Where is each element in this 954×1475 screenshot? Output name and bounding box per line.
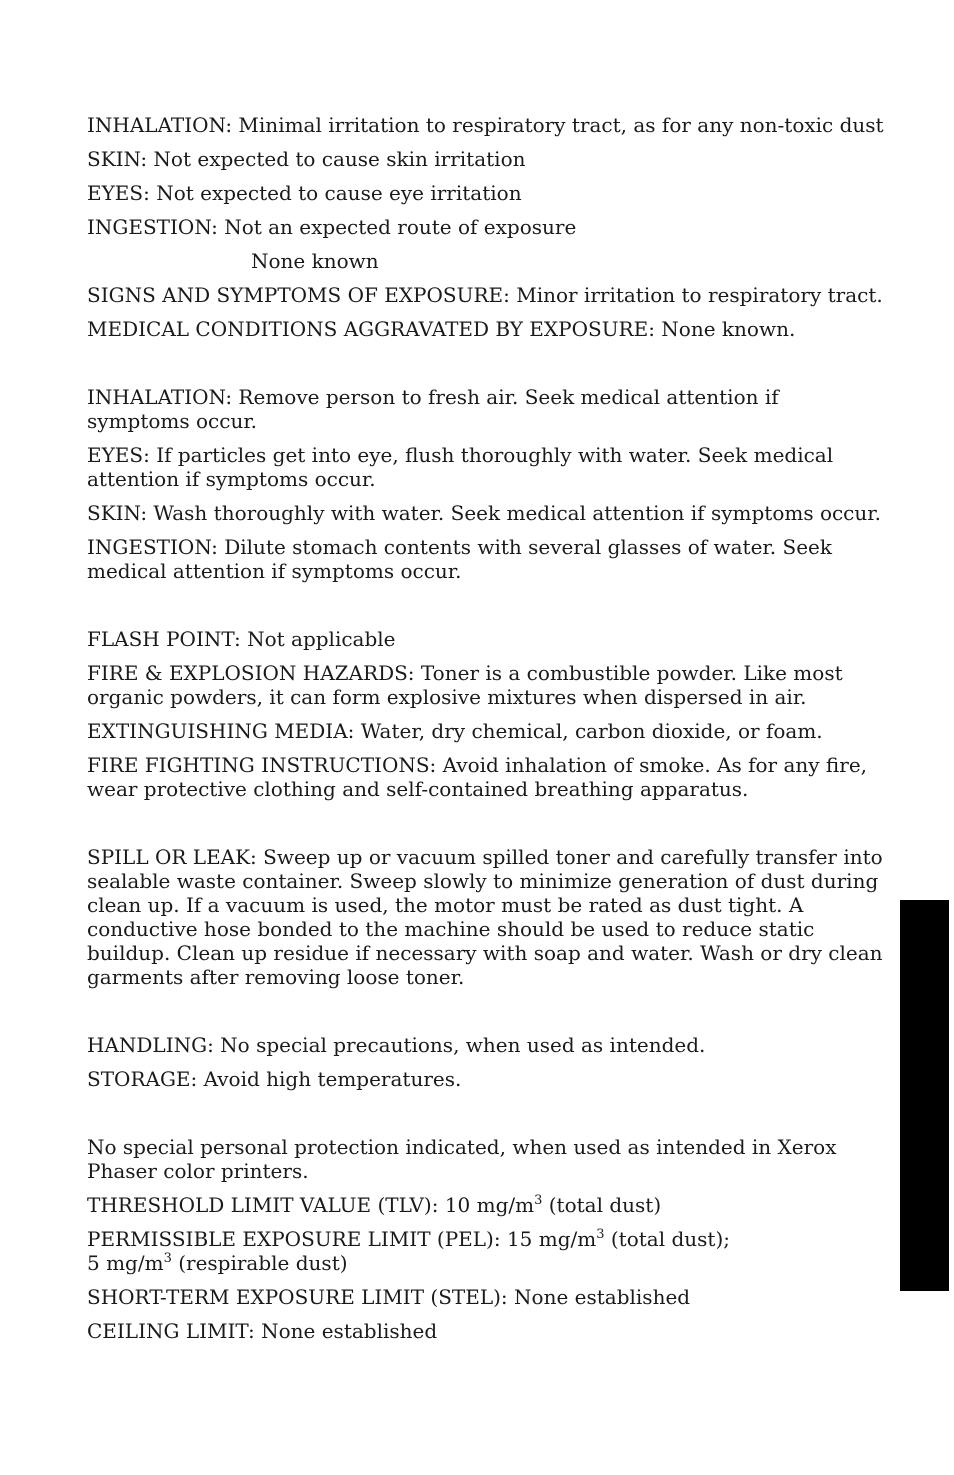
exposure-ceiling: CEILING LIMIT: None established [87,1319,438,1343]
exposure-pel [87,1227,887,1275]
health-eyes: EYES: Not expected to cause eye irritation [87,181,522,205]
fire-flash-point: FLASH POINT: Not applicable [87,627,396,651]
pel2-suffix: (respirable dust) [171,1251,348,1275]
spill-or-leak: SPILL OR LEAK: Sweep up or vacuum spilled toner and carefully transfer into sealable waste container. Sweep slowly to minimize generation of dust during clean up. If a vacuum is used, the motor must be rated as dust tight. A conductive hose bonded to the machine should be used to reduce static buildup. Clean up residue if necessary with soap and water. Wash or dry clean garments after removing loose toner. [87,845,883,989]
document-body [87,113,887,1353]
health-skin: SKIN: Not expected to cause skin irritation [87,147,526,171]
tlv-superscript: 3 [534,1193,543,1208]
firstaid-ingestion: INGESTION: Dilute stomach contents with several glasses of water. Seek medical attention if symptoms occur. [87,535,832,583]
section-gap [87,351,887,385]
exposure-tlv [87,1193,887,1217]
section-gap [87,593,887,627]
section-thumb-tab [900,900,949,1291]
health-none-known: None known [251,249,379,273]
section-gap [87,1101,887,1135]
tlv-suffix: (total dust) [542,1193,662,1217]
pel-suffix: (total dust); [604,1227,730,1251]
health-medical-conditions: MEDICAL CONDITIONS AGGRAVATED BY EXPOSURE: None known. [87,317,796,341]
fire-fighting-instructions: FIRE FIGHTING INSTRUCTIONS: Avoid inhalation of smoke. As for any fire, wear protective clothing and self-contained breathing apparatus. [87,753,868,801]
health-ingestion: INGESTION: Not an expected route of exposure [87,215,577,239]
exposure-stel: SHORT-TERM EXPOSURE LIMIT (STEL): None established [87,1285,691,1309]
section-gap [87,999,887,1033]
health-signs: SIGNS AND SYMPTOMS OF EXPOSURE: Minor irritation to respiratory tract. [87,283,883,307]
pel-superscript: 3 [596,1227,605,1242]
fire-extinguishing-media: EXTINGUISHING MEDIA: Water, dry chemical, carbon dioxide, or foam. [87,719,823,743]
pel-prefix: PERMISSIBLE EXPOSURE LIMIT (PEL): 15 mg/m [87,1227,597,1251]
tlv-prefix: THRESHOLD LIMIT VALUE (TLV): 10 mg/m [87,1193,535,1217]
pel2-prefix: 5 mg/m [87,1251,164,1275]
pel2-superscript: 3 [163,1251,172,1266]
exposure-protection: No special personal protection indicated, when used as intended in Xerox Phaser color printers. [87,1135,837,1183]
health-inhalation: INHALATION: Minimal irritation to respiratory tract, as for any non-toxic dust [87,113,884,137]
storage-text: STORAGE: Avoid high temperatures. [87,1067,462,1091]
handling-text: HANDLING: No special precautions, when used as intended. [87,1033,706,1057]
firstaid-eyes: EYES: If particles get into eye, flush thoroughly with water. Seek medical attention if symptoms occur. [87,443,834,491]
fire-hazards: FIRE & EXPLOSION HAZARDS: Toner is a combustible powder. Like most organic powders, it can form explosive mixtures when dispersed in air. [87,661,843,709]
firstaid-skin: SKIN: Wash thoroughly with water. Seek medical attention if symptoms occur. [87,501,881,525]
firstaid-inhalation: INHALATION: Remove person to fresh air. Seek medical attention if symptoms occur. [87,385,779,433]
section-gap [87,811,887,845]
